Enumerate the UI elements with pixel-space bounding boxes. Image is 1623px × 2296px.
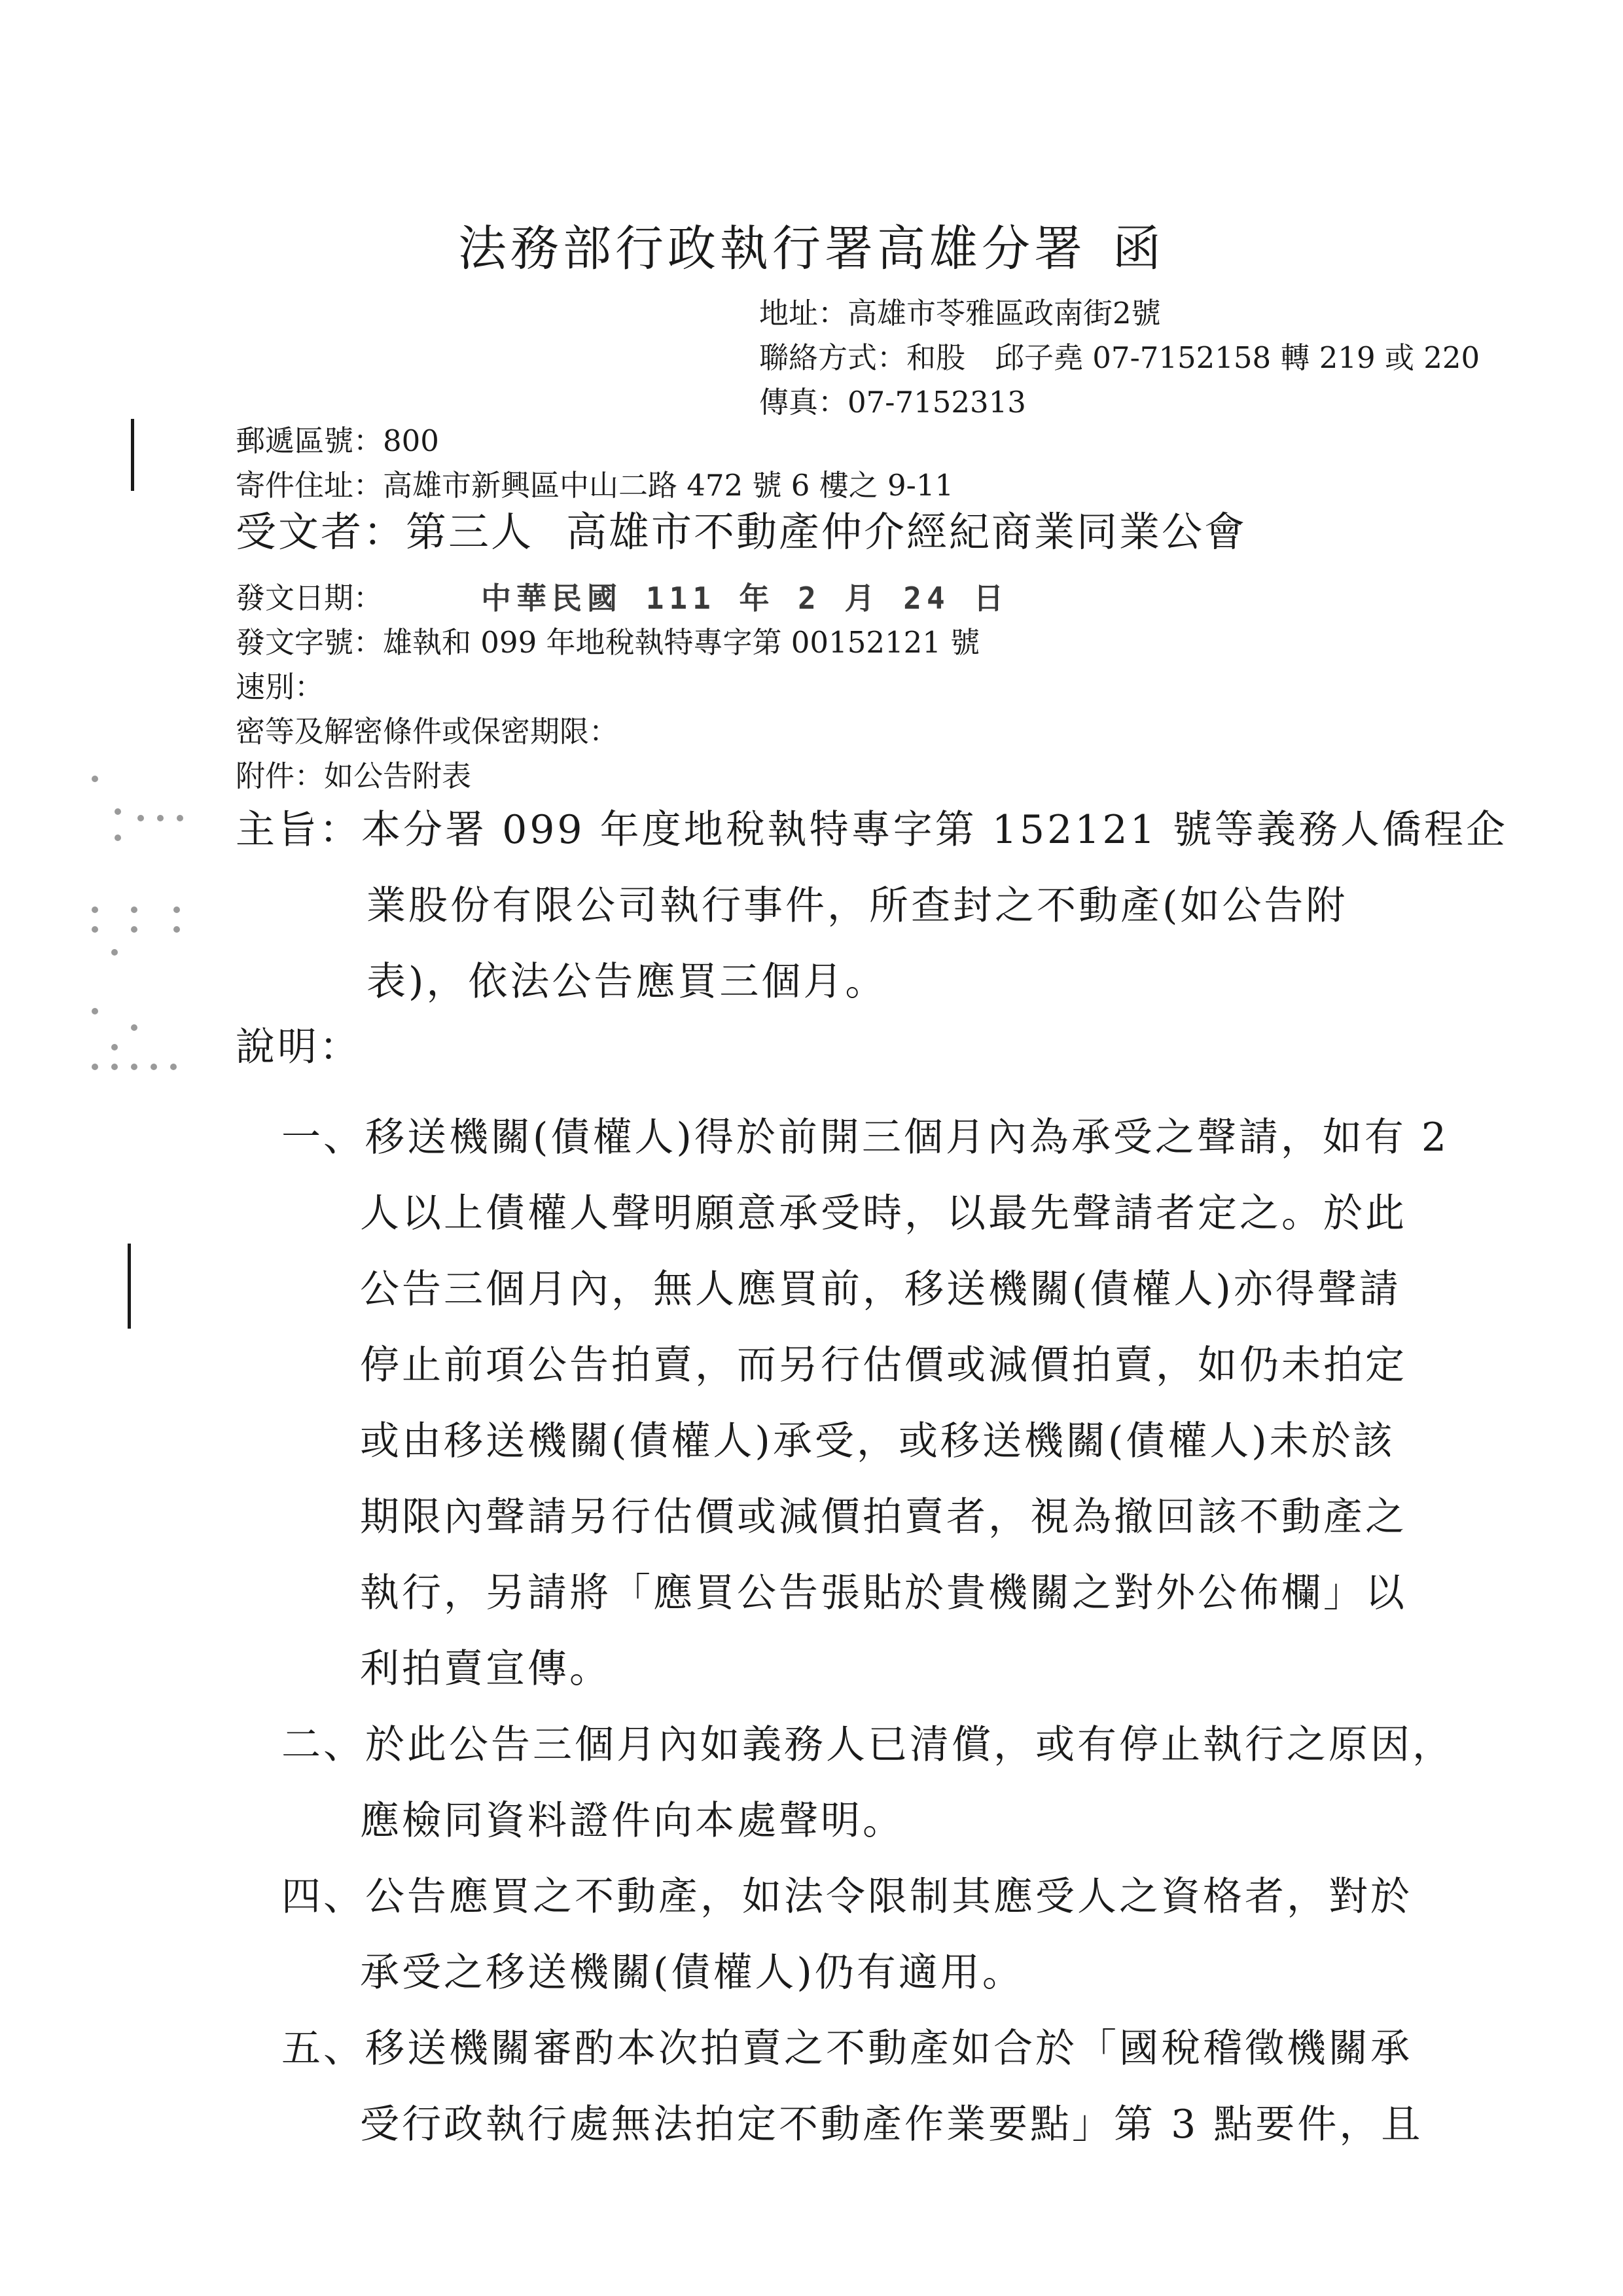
binding-dot <box>92 1064 98 1070</box>
agency-name: 法務部行政執行署高雄分署 <box>458 221 1086 277</box>
binding-dot <box>111 1044 118 1050</box>
item-line: 承受之移送機關(債權人)仍有適用。 <box>360 1950 1024 1996</box>
subject-section <box>236 792 1508 1020</box>
binding-dot <box>173 926 180 933</box>
item-line: 四、公告應買之不動產，如法令限制其應受人之資格者，對於 <box>281 1874 1412 1920</box>
contact-phone: 聯絡方式：和股 邱子堯 07-7152158 轉 219 或 220 <box>759 340 1480 375</box>
item-line: 利拍賣宣傳。 <box>360 1646 611 1692</box>
item-line: 公告三個月內，無人應買前，移送機關(債權人)亦得聲請 <box>360 1266 1401 1312</box>
binding-dot <box>92 1008 98 1014</box>
document-title <box>0 216 1623 281</box>
agency-address: 地址：高雄市苓雅區政南街2號 <box>759 296 1161 331</box>
explanation-item <box>281 1859 1492 2011</box>
binding-dot <box>131 906 137 913</box>
item-line: 應檢同資料證件向本處聲明。 <box>360 1798 904 1844</box>
binding-dot <box>151 1064 157 1070</box>
urgency-field: 速別： <box>236 670 325 704</box>
binding-dot <box>111 949 118 956</box>
explanation-item <box>281 1707 1492 1859</box>
item-line: 或由移送機關(債權人)承受，或移送機關(債權人)未於該 <box>360 1418 1395 1464</box>
document-kind: 函 <box>1113 221 1165 277</box>
issue-date-label: 發文日期： <box>236 581 383 615</box>
mailing-address: 寄件住址：高雄市新興區中山二路 472 號 6 樓之 9-11 <box>236 468 954 503</box>
item-line: 期限內聲請另行估價或減價拍賣者，視為撤回該不動產之 <box>360 1494 1407 1540</box>
binding-dot <box>115 808 121 815</box>
explanation-item <box>281 1100 1492 1707</box>
subject-line: 主旨：本分署 099 年度地稅執特專字第 152121 號等義務人僑程企 <box>236 807 1508 853</box>
subject-line: 表)，依法公告應買三個月。 <box>366 959 887 1005</box>
mailing-block <box>236 419 954 508</box>
item-line: 執行，另請將「應買公告張貼於貴機關之對外公佈欄」以 <box>360 1570 1407 1616</box>
item-line: 受行政執行處無法拍定不動產作業要點」第 3 點要件，且 <box>360 2102 1423 2147</box>
postal-code: 郵遞區號：800 <box>236 423 439 458</box>
item-line: 一、移送機關(債權人)得於前開三個月內為承受之聲請，如有 2 <box>281 1115 1450 1160</box>
contact-block <box>759 291 1480 425</box>
binding-dot <box>92 776 98 782</box>
explanation-label: 說明： <box>236 1024 361 1070</box>
item-line: 五、移送機關審酌本次拍賣之不動產如合於「國稅稽徵機關承 <box>281 2026 1412 2072</box>
binding-dot <box>170 1064 177 1070</box>
binding-dot <box>173 906 180 913</box>
contact-fax: 傳真：07-7152313 <box>759 385 1026 420</box>
document-number: 發文字號：雄執和 099 年地稅執特專字第 00152121 號 <box>236 625 980 660</box>
binding-dot <box>131 926 137 933</box>
binding-dot <box>177 815 183 821</box>
margin-mark <box>128 1244 131 1329</box>
recipient-name: 高雄市不動產仲介經紀商業同業公會 <box>566 508 1247 556</box>
item-line: 人以上債權人聲明願意承受時，以最先聲請者定之。於此 <box>360 1191 1407 1236</box>
binding-dot <box>115 834 121 841</box>
explanation-item <box>281 2011 1492 2162</box>
binding-dot <box>157 815 164 821</box>
binding-dot <box>92 926 98 933</box>
binding-dot <box>131 1024 137 1031</box>
issue-date-stamp: 中華民國 111 年 2 月 24 日 <box>481 581 1009 616</box>
binding-dot <box>111 1064 118 1070</box>
explanation-items <box>281 1100 1492 2162</box>
margin-mark <box>131 419 134 491</box>
binding-dot <box>92 906 98 913</box>
recipient-line <box>236 504 1247 560</box>
attachment-field: 附件：如公告附表 <box>236 759 472 793</box>
subject-line: 業股份有限公司執行事件，所查封之不動產(如公告附 <box>366 883 1348 929</box>
binding-dot <box>137 815 144 821</box>
secrecy-field: 密等及解密條件或保密期限： <box>236 714 619 749</box>
binding-dot <box>131 1064 137 1070</box>
item-line: 停止前項公告拍賣，而另行估價或減價拍賣，如仍未拍定 <box>360 1342 1407 1388</box>
recipient-label: 受文者：第三人 <box>236 508 534 556</box>
item-line: 二、於此公告三個月內如義務人已清償，或有停止執行之原因， <box>281 1722 1454 1768</box>
